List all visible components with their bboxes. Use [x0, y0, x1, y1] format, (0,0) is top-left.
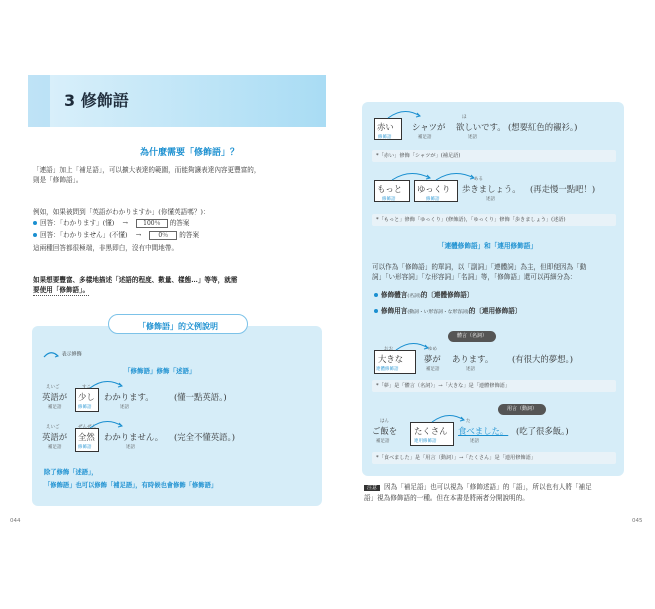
- bold-statement: 如果想要豐富、多樣地描述「述語的程度、數量、樣態…」等等，就需 要使用「修飾語」。: [33, 276, 238, 294]
- right-example-3: 大きな ゆめ 夢が あります。 (有很大的夢想。) 連體修飾語 補足語 述語: [370, 344, 620, 376]
- attention-note: 注意 因為「補足語」也可以視為「修飾述語」的「語」，所以也有人將「補足 語」視為修飾語的一種。但在本書是將兩者分開說明的。: [364, 483, 592, 502]
- example-lead: 例如，如果被問到「英語がわかりますか」(你懂英語嗎？)：: [33, 208, 210, 216]
- example-1: えいご 英語が 少し わかります。 (懂一點英語。) 補足語 修飾語 述語: [40, 382, 320, 418]
- page-number-left: 044: [10, 518, 21, 524]
- modify-arrow-icon: [390, 170, 436, 182]
- modify-arrow-icon: [88, 378, 128, 390]
- bullet-1: 修飾體言(名詞)的〔連體修飾語〕: [374, 288, 624, 304]
- example-2: えいご 英語が 全然 わかりません。 (完全不懂英語。) 補足語 修飾語 述語: [40, 422, 320, 458]
- modify-arrow-icon: [434, 170, 480, 182]
- chapter-title: 3 修飾語: [64, 91, 129, 110]
- legend: 表示修飾: [42, 350, 82, 358]
- modify-arrow-icon: [386, 108, 426, 120]
- example-text: [33, 207, 323, 253]
- conclusion: 這兩種回答都很極端，非黑即白，沒有中間地帶。: [33, 244, 179, 252]
- right-example-1: 赤い シャツが ほ 欲しいです。 (想要紅色的襯衫。) 修飾語 補足語 述語: [370, 112, 620, 144]
- answer-2: 回答：「わかりません」(不懂) → 0％ 的答案: [33, 230, 323, 241]
- attention-badge: 注意: [364, 485, 380, 491]
- bullet-list: [374, 288, 624, 320]
- modify-arrow-icon: [430, 412, 470, 424]
- modify-arrow-icon: [88, 418, 128, 430]
- modify-arrow-icon: [42, 350, 60, 358]
- box-note: 除了修飾「述語」， 「修飾語」也可以修飾「補足語」，有時候也會修飾「修飾語」: [44, 469, 218, 489]
- right-paragraph: 可以作為「修飾語」的單詞，以「副詞」「連體詞」為主，但即便因為「動 詞」「い形容詞」「な形容詞」「名詞」等，「修飾語」還可以再細分為：: [372, 263, 587, 281]
- intro-line-1: 「連語」加上「補足語」，可以擴大表達的範圍，而能夠讓表達內容更豐富的，: [33, 166, 261, 174]
- right-example-2: もっと ゆっくり ある 歩きましょう。 (再走慢一點吧！) 修飾語 修飾語 述語: [370, 174, 620, 206]
- right-subtitle: 「連體修飾語」和「連用修飾語」: [438, 242, 537, 250]
- page-number-right: 045: [632, 518, 643, 524]
- box-title-pill: 「修飾語」的文例說明: [108, 314, 248, 334]
- section-question: 為什麼需要「修飾語」？: [140, 148, 240, 158]
- tag-yougen: 用言（動詞）: [498, 404, 546, 415]
- box-subtitle: 「修飾語」修飾「述語」: [124, 367, 196, 375]
- intro-text: [33, 165, 323, 185]
- tag-taigen: 體言（名詞）: [448, 331, 496, 342]
- right-note-4: *「食べました」是「用言（動詞）」→「たくさん」是「連用修飾語」: [372, 452, 616, 464]
- answer-1: 回答：「わかります」(懂) → 100％ 的答案: [33, 218, 323, 229]
- right-example-4: はん ご飯を たくさん た 食べました。 (吃了很多飯。) 補足語 連用修飾語 述語: [370, 416, 620, 448]
- bullet-2: 修飾用言(動詞・い形容詞・な形容詞)的〔連用修飾語〕: [374, 304, 624, 320]
- chapter-banner: [28, 75, 326, 127]
- intro-line-2: 則是「修飾語」。: [33, 176, 83, 184]
- right-note-2: *「もっと」修飾「ゆっくり」(修飾語)，「ゆっくり」修飾「歩きましょう」(述語): [372, 214, 616, 226]
- modify-arrow-icon: [394, 340, 434, 352]
- right-note-1: *「赤い」修飾「シャツが」(補足語): [372, 150, 616, 162]
- right-note-3: *「夢」是「體言（名詞）」→「大きな」是「連體修飾語」: [372, 380, 616, 392]
